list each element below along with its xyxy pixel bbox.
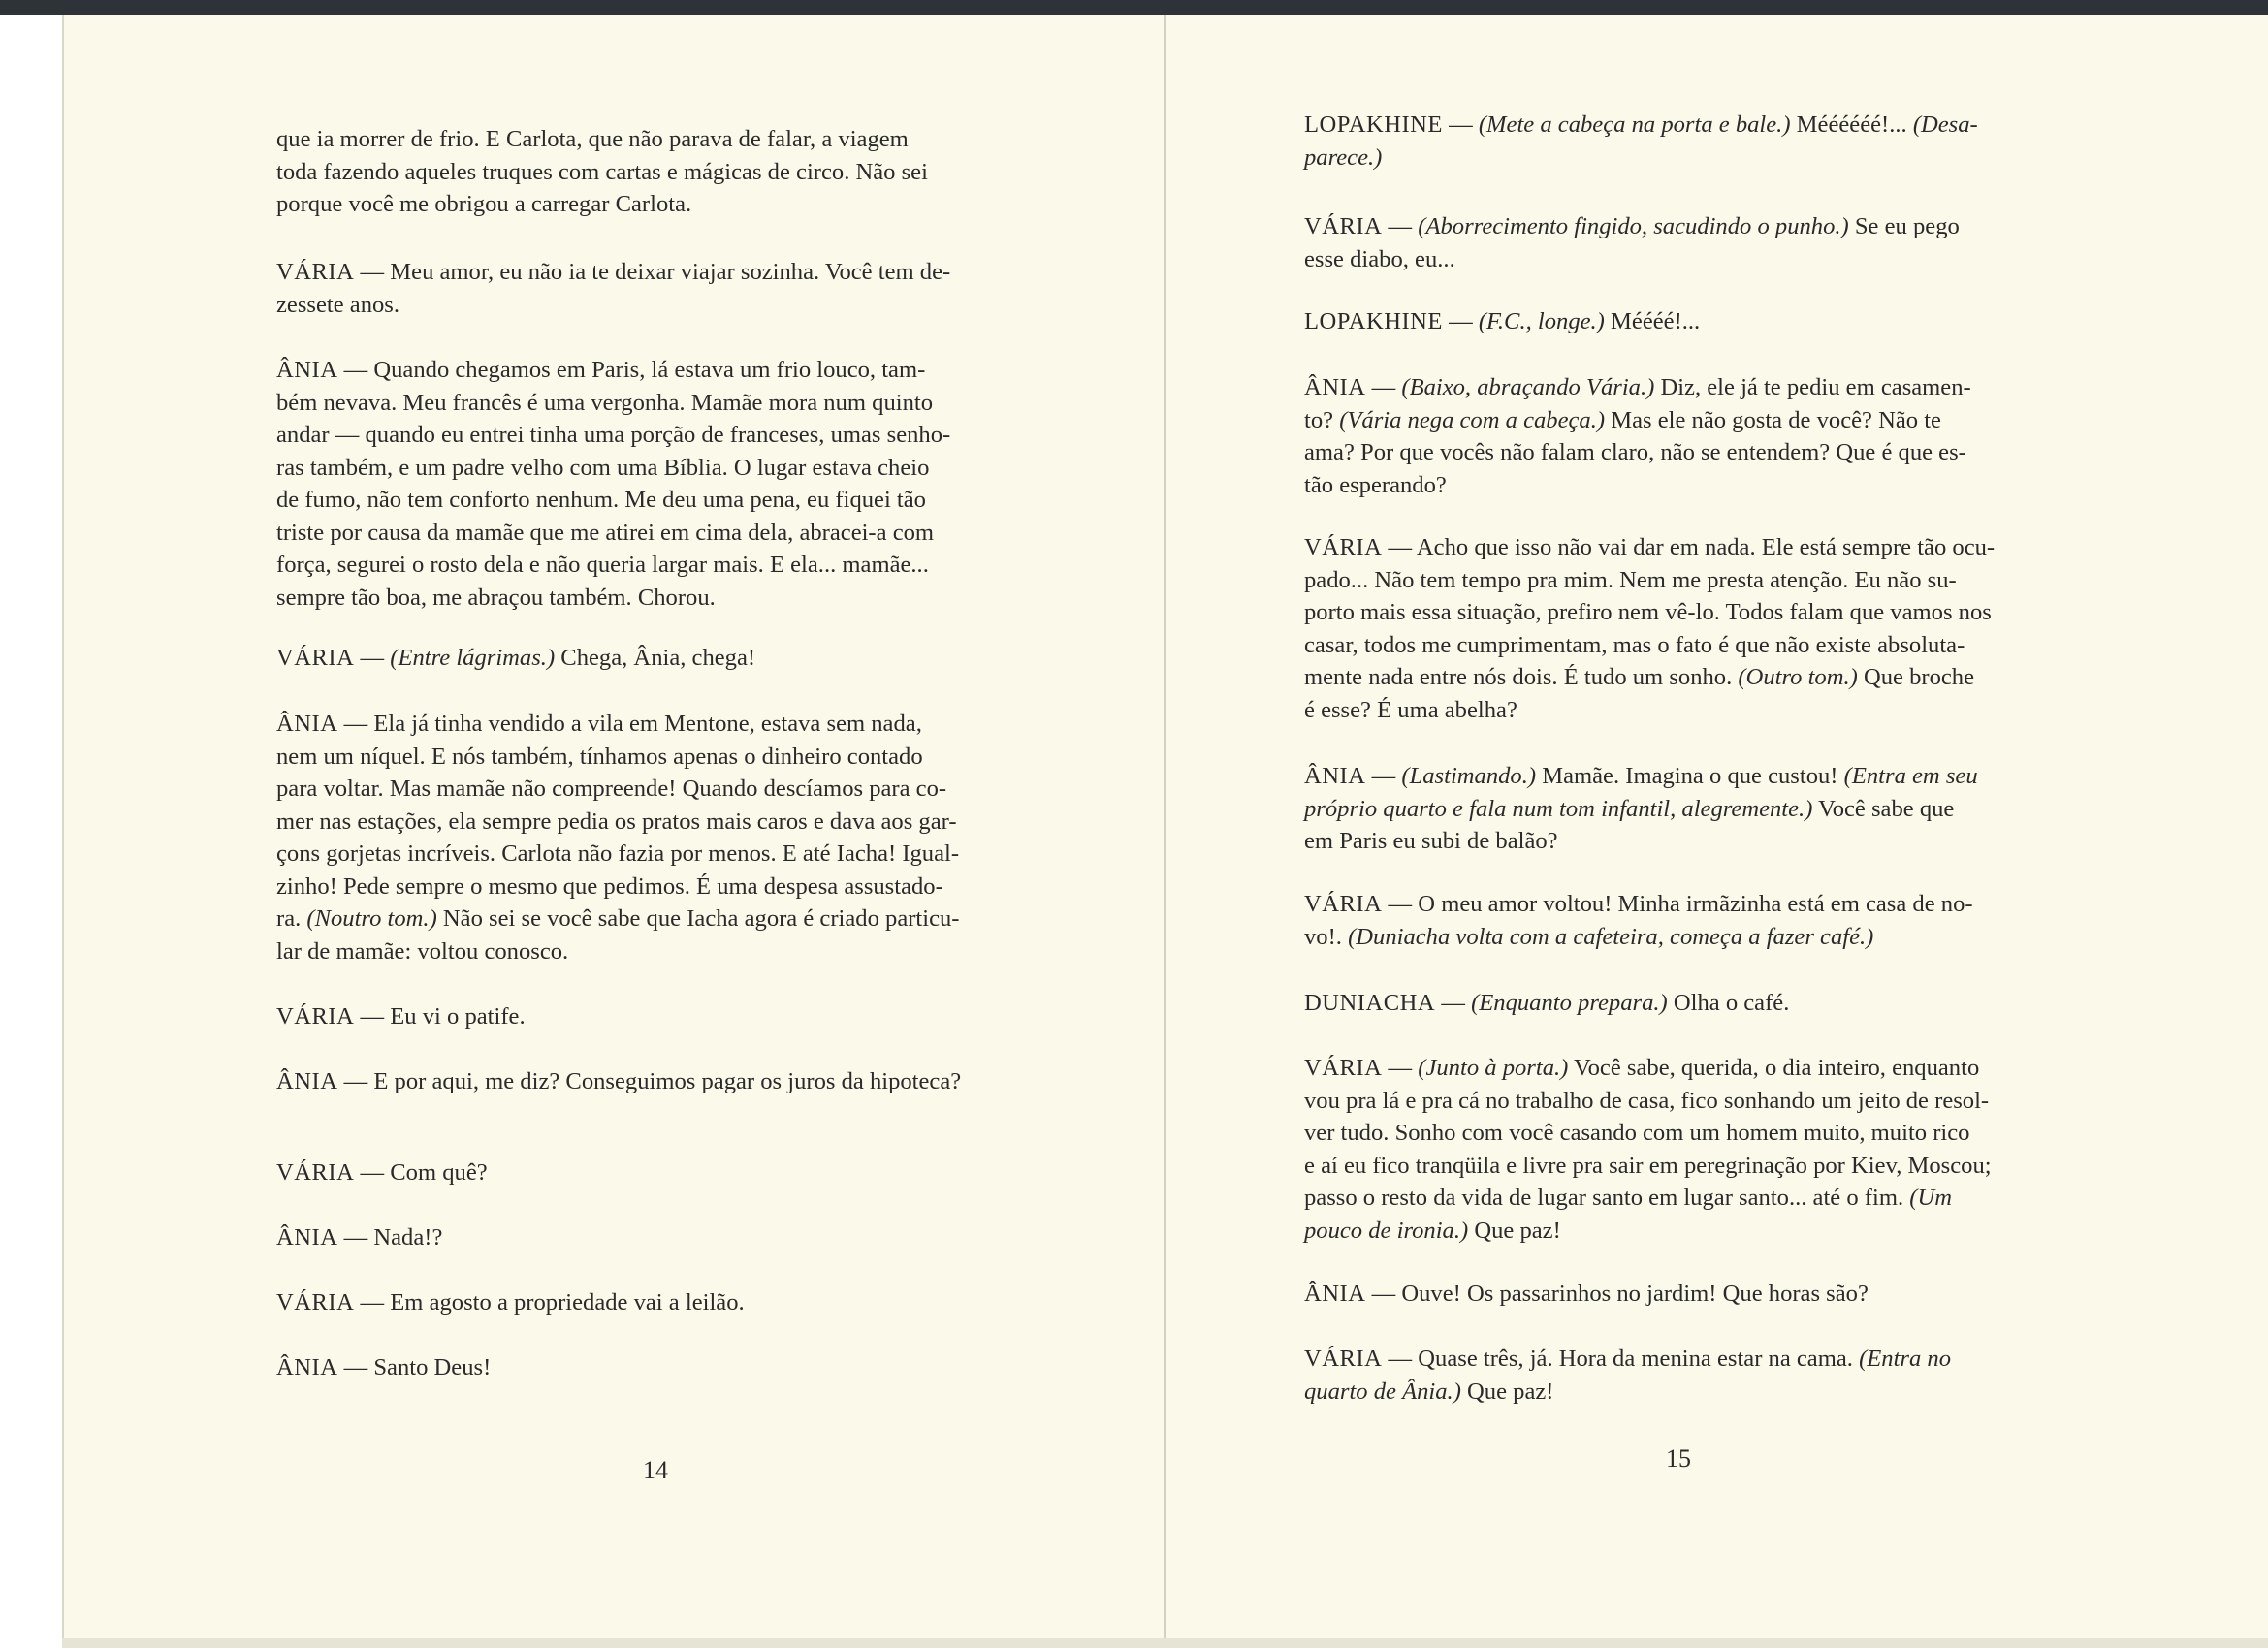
dialogue-paragraph: [276, 1286, 745, 1319]
stage-direction: (Desa- parece.): [1304, 111, 1978, 171]
dialogue-text: —: [354, 645, 391, 671]
dialogue-text: — Ouve! Os passarinhos no jardim! Que horas são?: [1365, 1281, 1869, 1307]
speaker-name: ÂNIA: [276, 357, 338, 383]
dialogue-text: —: [1435, 990, 1472, 1016]
scan-left-margin: [0, 15, 62, 1648]
dialogue-text: — E por aqui, me diz? Conseguimos pagar os juros da hipoteca?: [337, 1068, 962, 1094]
dialogue-text: Que paz!: [1468, 1217, 1561, 1244]
dialogue-paragraph: [1304, 1052, 1992, 1247]
speaker-name: ÂNIA: [276, 711, 338, 737]
stage-direction: (Outro tom.): [1738, 664, 1858, 690]
dialogue-text: — Com quê?: [354, 1159, 488, 1186]
stage-direction: (Mete a cabeça na porta e bale.): [1478, 111, 1791, 138]
dialogue-paragraph: [276, 708, 960, 967]
speaker-name: VÁRIA: [276, 645, 355, 671]
speaker-name: VÁRIA: [1304, 891, 1383, 917]
dialogue-paragraph: [276, 642, 755, 675]
dialogue-paragraph: [1304, 531, 1995, 726]
speaker-name: LOPAKHINE: [1304, 111, 1443, 138]
dialogue-text: Se eu pego esse diabo, eu...: [1304, 213, 1960, 272]
speaker-name: ÂNIA: [276, 1068, 338, 1094]
dialogue-text: Não sei se você sabe que Iacha agora é criado particu- lar de mamãe: voltou conosco.: [276, 905, 960, 965]
stage-direction: (Entra em seu próprio quarto e fala num tom infantil, alegremente.): [1304, 763, 1978, 822]
dialogue-paragraph: [276, 1351, 491, 1384]
dialogue-text: Diz, ele já te pediu em casamen- to?: [1304, 374, 1971, 433]
dialogue-paragraph: [1304, 1343, 1951, 1408]
speaker-name: ÂNIA: [276, 1224, 338, 1251]
dialogue-paragraph: [276, 1000, 526, 1033]
speaker-name: VÁRIA: [1304, 534, 1383, 560]
dialogue-paragraph: [276, 1221, 442, 1254]
scanner-top-edge: [0, 0, 2268, 15]
dialogue-text: Mamãe. Imagina o que custou!: [1536, 763, 1844, 789]
speaker-name: DUNIACHA: [1304, 990, 1436, 1016]
dialogue-paragraph: [276, 354, 950, 614]
speaker-name: VÁRIA: [276, 1003, 355, 1030]
dialogue-text: Chega, Ânia, chega!: [555, 645, 756, 671]
stage-direction: (Baixo, abraçando Vária.): [1401, 374, 1655, 400]
stage-direction: (Junto à porta.): [1418, 1055, 1569, 1081]
dialogue-paragraph: [276, 1065, 961, 1098]
speaker-name: VÁRIA: [276, 1159, 355, 1186]
stage-direction: (Um pouco de ironia.): [1304, 1185, 1952, 1244]
speaker-name: VÁRIA: [1304, 1346, 1383, 1372]
page-number: 15: [1666, 1444, 1691, 1473]
stage-direction: (Vária nega com a cabeça.): [1339, 406, 1606, 433]
scan-bottom-edge: [62, 1638, 2268, 1648]
page-edge-line: [62, 15, 64, 1648]
book-gutter: [1164, 15, 1166, 1648]
dialogue-text: Méééé!...: [1604, 308, 1701, 334]
speaker-name: VÁRIA: [1304, 1055, 1383, 1081]
dialogue-text: Você sabe que em Paris eu subi de balão?: [1304, 795, 1955, 854]
dialogue-paragraph: [1304, 371, 1971, 501]
dialogue-text: — Santo Deus!: [337, 1354, 492, 1380]
dialogue-text: — Em agosto a propriedade vai a leilão.: [354, 1289, 745, 1315]
dialogue-text: —: [1382, 1055, 1419, 1081]
dialogue-text: Mas ele não gosta de você? Não te ama? Por que vocês não falam claro, não se entendem? Que é que es- tão esperando?: [1304, 406, 1966, 498]
speaker-name: VÁRIA: [276, 259, 355, 285]
dialogue-text: — Eu vi o patife.: [354, 1003, 526, 1030]
dialogue-text: —: [1442, 111, 1479, 138]
stage-direction: (Enquanto prepara.): [1471, 990, 1668, 1016]
dialogue-text: Você sabe, querida, o dia inteiro, enquanto vou pra lá e pra cá no trabalho de casa, fico sonhando um jeito de resol- ver tudo. Sonho com você casando com um homem muito, muito rico e aí eu fico tranqüila e livre pra sair em peregrinação por Kiev, Moscou; passo o resto da vida de lugar santo em lugar santo... até o fim.: [1304, 1055, 1992, 1211]
speaker-name: ÂNIA: [276, 1354, 338, 1380]
dialogue-paragraph: [1304, 109, 1978, 174]
dialogue-text: Olha o café.: [1667, 990, 1790, 1016]
dialogue-text: —: [1442, 308, 1479, 334]
dialogue-paragraph: [1304, 987, 1789, 1020]
dialogue-text: — Nada!?: [337, 1224, 443, 1251]
speaker-name: ÂNIA: [1304, 374, 1366, 400]
dialogue-paragraph: [1304, 210, 1960, 275]
stage-direction: (Lastimando.): [1401, 763, 1537, 789]
dialogue-text: — Quase três, já. Hora da menina estar na cama.: [1382, 1346, 1860, 1372]
stage-direction: (Noutro tom.): [306, 905, 437, 932]
dialogue-paragraph: [1304, 305, 1700, 338]
dialogue-text: — Quando chegamos em Paris, lá estava um frio louco, tam- bém nevava. Meu francês é uma vergonha. Mamãe mora num quinto andar — quando eu entrei tinha uma porção de franceses, umas senho- ras também, e um padre velho com uma Bíblia. O lugar estava cheio de fumo, não tem conforto nenhum. Me deu uma pena, eu fiquei tão triste por causa da mamãe que me atirei em cima dela, abracei-a com força, segurei o rosto dela e não queria largar mais. E ela... mamãe... sempre tão boa, me abraçou também. Chorou.: [276, 357, 951, 611]
stage-direction: (Aborrecimento fingido, sacudindo o punho.): [1418, 213, 1849, 239]
speaker-name: VÁRIA: [1304, 213, 1383, 239]
dialogue-text: Que broche é esse? É uma abelha?: [1304, 664, 1975, 723]
dialogue-paragraph: [1304, 760, 1978, 858]
dialogue-paragraph: [1304, 1278, 1869, 1311]
dialogue-paragraph: [276, 256, 950, 321]
dialogue-text: Que paz!: [1460, 1378, 1554, 1405]
dialogue-paragraph: [276, 123, 928, 221]
stage-direction: (Duniacha volta com a cafeteira, começa a fazer café.): [1348, 923, 1874, 950]
dialogue-text: — Acho que isso não vai dar em nada. Ele está sempre tão ocu- pado... Não tem tempo pra mim. Nem me presta atenção. Eu não su- porto mais essa situação, prefiro nem vê-lo. Todos falam que vamos nos casar, todos me cumprimentam, mas o fato é que não existe absoluta- mente nada entre nós dois. É tudo um sonho.: [1304, 534, 1996, 690]
stage-direction: (Entre lágrimas.): [390, 645, 556, 671]
dialogue-text: — O meu amor voltou! Minha irmãzinha está em casa de no- vo!.: [1304, 891, 1973, 950]
stage-direction: (F.C., longe.): [1478, 308, 1605, 334]
dialogue-text: —: [1365, 763, 1402, 789]
dialogue-text: —: [1382, 213, 1419, 239]
dialogue-text: —: [1365, 374, 1402, 400]
dialogue-text: que ia morrer de frio. E Carlota, que não parava de falar, a viagem toda fazendo aqueles truques com cartas e mágicas de circo. Não sei porque você me obrigou a carregar Carlota.: [276, 126, 928, 217]
dialogue-paragraph: [276, 1157, 488, 1189]
speaker-name: ÂNIA: [1304, 763, 1366, 789]
speaker-name: LOPAKHINE: [1304, 308, 1443, 334]
dialogue-text: — Ela já tinha vendido a vila em Mentone, estava sem nada, nem um níquel. E nós também, tínhamos apenas o dinheiro contado para voltar. Mas mamãe não compreende! Quando descíamos para co- mer nas estações, ela sempre pedia os pratos mais caros e dava aos gar- çons gorjetas incríveis. Carlota não fazia por menos. E até Iacha! Igual- zinho! Pede sempre o mesmo que pedimos. É uma despesa assustado- ra.: [276, 711, 960, 932]
speaker-name: ÂNIA: [1304, 1281, 1366, 1307]
dialogue-paragraph: [1304, 888, 1973, 953]
dialogue-text: — Meu amor, eu não ia te deixar viajar sozinha. Você tem de- zessete anos.: [276, 259, 951, 318]
stage-direction: (Entra no quarto de Ânia.): [1304, 1346, 1952, 1405]
page-number: 14: [643, 1456, 668, 1484]
dialogue-text: Méééééé!...: [1790, 111, 1913, 138]
speaker-name: VÁRIA: [276, 1289, 355, 1315]
